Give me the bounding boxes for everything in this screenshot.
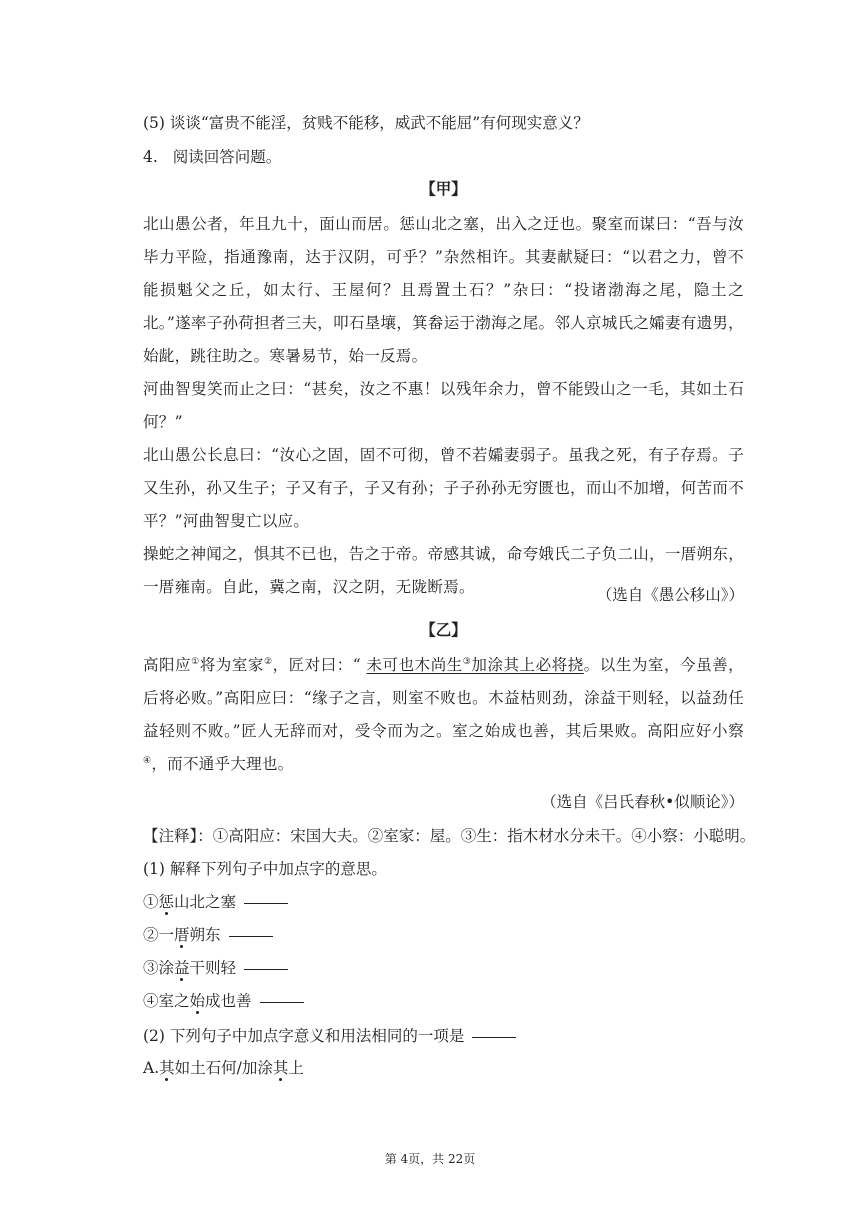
question-4-number: 4. bbox=[143, 148, 158, 166]
option-a[interactable] bbox=[143, 1057, 744, 1079]
footnote-marker-1: ① bbox=[191, 656, 200, 667]
item-prefix: ① bbox=[143, 893, 159, 911]
section-jia-heading: 【甲】 bbox=[420, 179, 467, 198]
footnote-marker-3: ③ bbox=[462, 656, 472, 667]
item-prefix: ③涂 bbox=[143, 959, 175, 977]
underlined-sentence bbox=[367, 656, 584, 674]
sub-question-2-prompt bbox=[143, 1025, 744, 1047]
jia-source: （选自《愚公移山》） bbox=[596, 586, 744, 604]
page-footer: 第 4页，共 22页 bbox=[384, 1152, 476, 1166]
item-prefix: ④室之 bbox=[143, 992, 190, 1010]
option-text-end: 上 bbox=[288, 1059, 304, 1077]
item-suffix: 成也善 bbox=[205, 992, 252, 1010]
jia-paragraph-1: 北山愚公者，年且九十，面山而居。惩山北之塞，出入之迂也。聚室而谋曰：“吾与汝毕力平险，指通豫南，达于汉阴，可乎？”杂然相许。其妻献疑曰：“以君之力，曾不能损魁父之丘，如太行、王屋何？且焉置土石？”杂曰：“投诸渤海之尾，隐土之北。”遂率子孙荷担者三夫，叩石垦壤，箕畚运于渤海之尾。邻人京城氏之孀妻有遗男，始龀，跳往助之。寒暑易节，始一反焉。 bbox=[143, 215, 744, 365]
question-4 bbox=[143, 146, 744, 168]
answer-blank[interactable] bbox=[229, 935, 273, 937]
dotted-character: 始 bbox=[189, 992, 206, 1010]
yi-text-c: ，匠对曰：“ bbox=[272, 656, 367, 674]
footnote-marker-2: ② bbox=[263, 656, 273, 667]
underlined-part-2: 加涂其上必将挠 bbox=[471, 656, 584, 674]
option-label: A. bbox=[143, 1059, 160, 1077]
sub-question-1-item-4 bbox=[143, 990, 744, 1012]
sub-question-2-text: (2) 下列句子中加点字意义和用法相同的一项是 bbox=[143, 1027, 465, 1045]
item-suffix: 干则轻 bbox=[189, 959, 237, 977]
footnote-marker-4: ④ bbox=[143, 755, 152, 766]
yi-text-b: 将为室家 bbox=[199, 656, 264, 674]
section-jia-text bbox=[143, 208, 744, 604]
annotation-note: 【注释】：①高阳应：宋国大夫。②室家：屋。③生：指木材水分未干。④小察：小聪明。 bbox=[143, 827, 756, 845]
yi-paragraph-1 bbox=[143, 649, 744, 781]
sub-question-1-item-1 bbox=[143, 891, 744, 913]
dotted-character: 其 bbox=[272, 1059, 289, 1077]
item-suffix: 朔东 bbox=[189, 926, 221, 944]
jia-paragraph-3: 北山愚公长息曰：“汝心之固，固不可彻，曾不若孀妻弱子。虽我之死，有子存焉。子又生孙，孙又生子；子又有子，子又有孙；子子孙孙无穷匮也，而山不加增，何苦而不平？”河曲智叟亡以应。 bbox=[143, 446, 744, 530]
dotted-character: 益 bbox=[174, 959, 190, 977]
yi-source: （选自《吕氏春秋•似顺论》） bbox=[541, 793, 744, 811]
item-suffix: 山北之塞 bbox=[174, 893, 237, 911]
dotted-character: 其 bbox=[159, 1059, 175, 1077]
question-5: (5) 谈谈“富贵不能淫，贫贱不能移，威武不能屈”有何现实意义？ bbox=[143, 114, 589, 132]
item-prefix: ②一 bbox=[143, 926, 175, 944]
dotted-character: 惩 bbox=[158, 893, 175, 911]
jia-paragraph-2: 河曲智叟笑而止之曰：“甚矣，汝之不惠！以残年余力，曾不能毁山之一毛，其如土石何？” bbox=[143, 380, 744, 431]
section-yi-heading: 【乙】 bbox=[420, 620, 467, 639]
option-text: 如土石何/加涂 bbox=[174, 1059, 273, 1077]
answer-blank[interactable] bbox=[260, 1001, 304, 1003]
answer-blank[interactable] bbox=[244, 968, 288, 970]
sub-question-1-prompt: (1) 解释下列句子中加点字的意思。 bbox=[143, 860, 387, 878]
yi-text-d: 。以生为室，今虽善，后将必败。”高阳应曰：“缘子之言，则室不败也。木益枯则劲，涂益干则轻，以益劲任益轻则不败。”匠人无辞而对，受令而为之。室之始成也善，其后果败。高阳应好小察 bbox=[143, 656, 744, 740]
sub-question-1-item-2 bbox=[143, 924, 744, 946]
underlined-part-1: 未可也木尚生 bbox=[366, 656, 463, 674]
answer-blank[interactable] bbox=[472, 1036, 516, 1038]
question-4-text: 阅读回答问题。 bbox=[172, 148, 282, 166]
yi-text-a: 高阳应 bbox=[143, 656, 192, 674]
sub-question-1-item-3 bbox=[143, 957, 744, 979]
answer-blank[interactable] bbox=[244, 902, 288, 904]
yi-text-e: ，而不通乎大理也。 bbox=[151, 755, 294, 773]
jia-paragraph-4: 操蛇之神闻之，惧其不已也，告之于帝。帝感其诚，命夸娥氏二子负二山，一厝朔东，一厝雍南。自此，冀之南，汉之阴，无陇断焉。 bbox=[143, 545, 744, 596]
dotted-character: 厝 bbox=[174, 926, 190, 944]
section-yi-text bbox=[143, 649, 744, 781]
